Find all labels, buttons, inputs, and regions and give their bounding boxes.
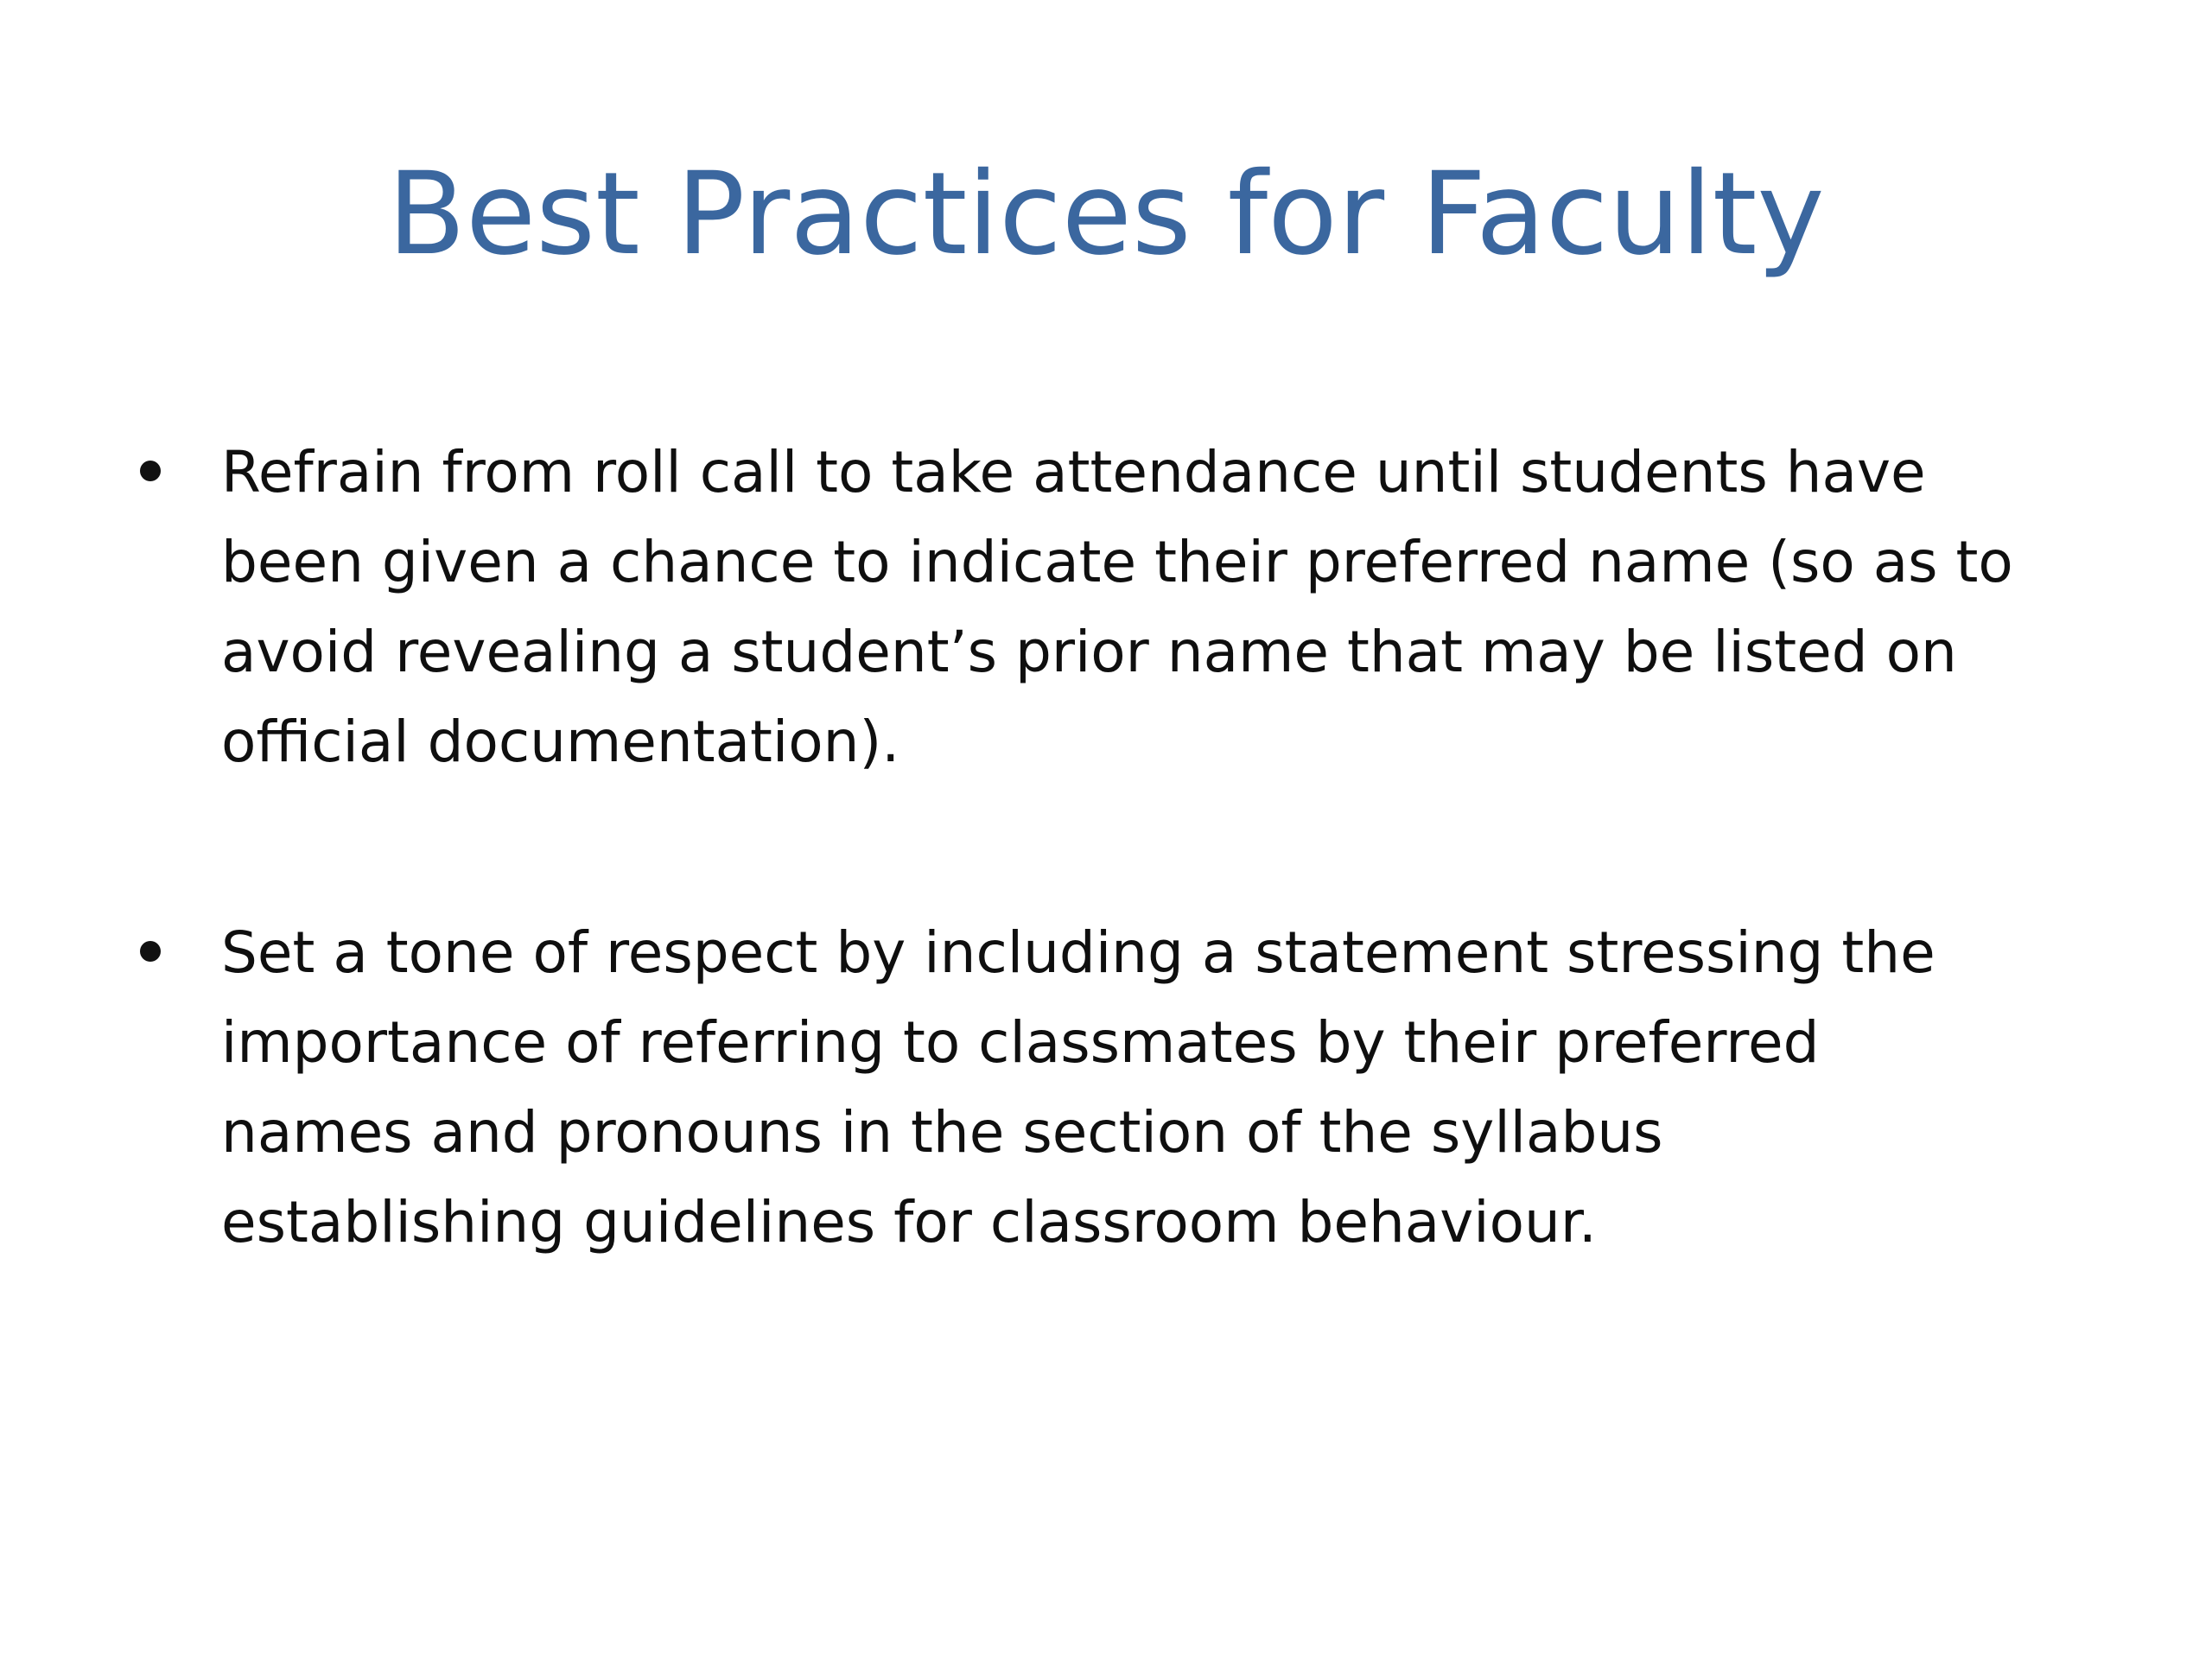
bullet-text-line: establishing guidelines for classroom behaviour.: [221, 1189, 1597, 1255]
bullet-dot-icon: [140, 461, 161, 481]
bullet-text-line: importance of referring to classmates by their preferred: [221, 1009, 1820, 1076]
bullet-text-line: names and pronouns in the section of the syllabus: [221, 1099, 1663, 1166]
bullet-text-line: Set a tone of respect by including a statement stressing the: [221, 919, 1936, 986]
bullet-text-line: official documentation).: [221, 709, 900, 775]
bullet-item-roll-call: [130, 428, 2108, 787]
slide-title: Best Practices for Faculty: [387, 148, 1825, 281]
bullet-list: [130, 428, 2108, 1268]
bullet-text-line: been given a chance to indicate their preferred name (so as to: [221, 529, 2013, 595]
bullet-text-line: Refrain from roll call to take attendance until students have: [221, 439, 1926, 505]
bullet-dot-icon: [140, 941, 161, 962]
bullet-item-respect: [130, 908, 2108, 1268]
bullet-text-line: avoid revealing a student’s prior name that may be listed on: [221, 619, 1957, 685]
